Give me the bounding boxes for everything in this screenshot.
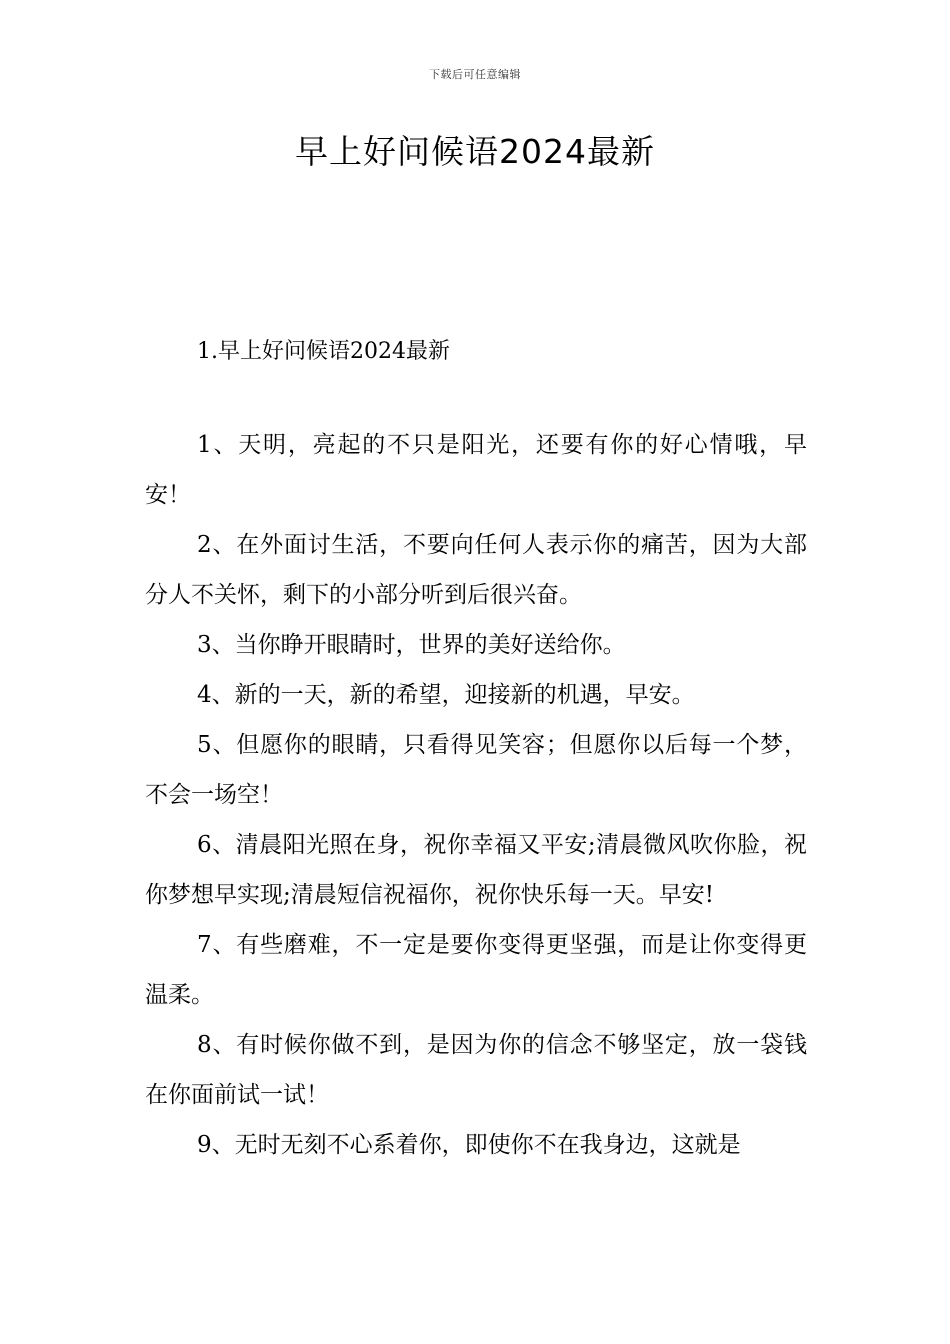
document-title: 早上好问候语2024最新: [295, 132, 655, 171]
section-heading: 1.早上好问候语2024最新: [197, 339, 450, 364]
paragraph: 8、有时候你做不到，是因为你的信念不够坚定，放一袋钱在你面前试一试！: [145, 1032, 807, 1108]
paragraph: 3、当你睁开眼睛时，世界的美好送给你。: [197, 632, 626, 658]
paragraph: 1、天明，亮起的不只是阳光，还要有你的好心情哦，早安！: [145, 432, 807, 508]
document-body: [145, 420, 807, 1170]
paragraph: 4、新的一天，新的希望，迎接新的机遇，早安。: [197, 682, 695, 708]
paragraph: 2、在外面讨生活，不要向任何人表示你的痛苦，因为大部分人不关怀，剩下的小部分听到后很兴奋。: [145, 532, 807, 608]
header-note: 下载后可任意编辑: [429, 68, 521, 81]
paragraph: 9、无时无刻不心系着你，即使你不在我身边，这就是: [197, 1132, 741, 1158]
paragraph: 7、有些磨难，不一定是要你变得更坚强，而是让你变得更温柔。: [145, 932, 807, 1008]
paragraph: 6、清晨阳光照在身，祝你幸福又平安;清晨微风吹你脸，祝你梦想早实现;清晨短信祝福你，祝你快乐每一天。早安!: [145, 832, 807, 908]
paragraph: 5、但愿你的眼睛，只看得见笑容；但愿你以后每一个梦，不会一场空！: [145, 732, 807, 808]
